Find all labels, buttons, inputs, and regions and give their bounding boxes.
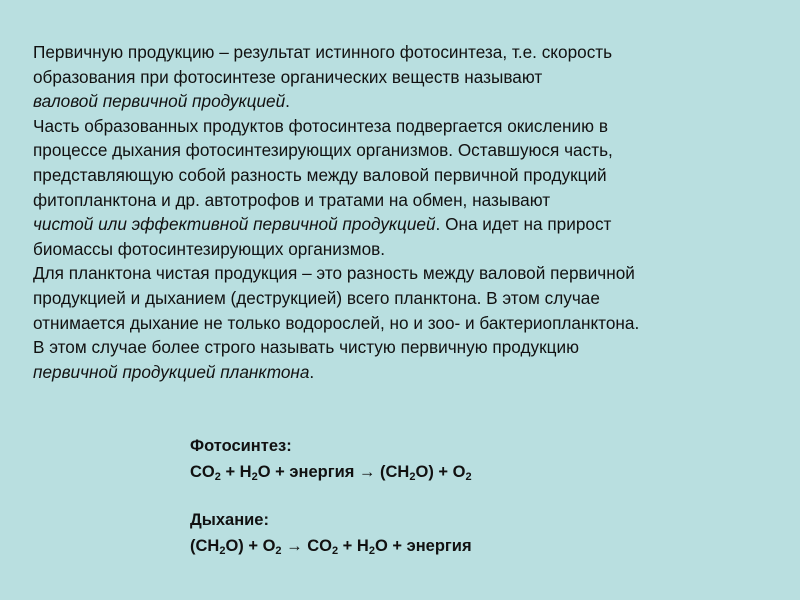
formula-subscript: 2 [409, 471, 416, 483]
formula-equation [190, 459, 472, 485]
formula-subscript: 2 [214, 471, 221, 483]
term-net-primary-production: чистой или эффективной первичной продукцией [33, 214, 436, 235]
main-text [33, 40, 773, 384]
term-gross-primary-production: валовой первичной продукцией [33, 91, 286, 112]
text-line: Для планктона чистая продукция – это разность между валовой первичной [33, 263, 635, 284]
text-line: процессе дыхания фотосинтезирующих организмов. Оставшуюся часть, [33, 140, 613, 161]
formula-part: O + энергия → (CH [257, 463, 410, 481]
formula-subscript: 2 [219, 545, 226, 557]
formula-subscript: 2 [251, 471, 258, 483]
formula-part: O) + O [225, 537, 276, 555]
text-line [33, 89, 773, 114]
formula-subscript: 2 [368, 545, 375, 557]
formula-title: Фотосинтез: [190, 437, 292, 455]
formula-title: Дыхание: [190, 511, 269, 529]
formula-subscript: 2 [331, 545, 339, 557]
text-fragment: . [285, 91, 290, 112]
text-line [33, 360, 773, 385]
formulas [190, 433, 472, 581]
text-line: Часть образованных продуктов фотосинтеза подвергается окислению в [33, 115, 608, 136]
formula-part: O) + O [415, 463, 466, 481]
formula-part: → CO [281, 537, 332, 555]
formula-part: (CH [190, 537, 220, 555]
photosynthesis-formula [190, 433, 472, 485]
text-line: В этом случае более строго называть чистую первичную продукцию [33, 337, 579, 358]
respiration-formula [190, 507, 472, 559]
term-plankton-primary-production: первичной продукцией планктона [33, 361, 310, 382]
text-line: отнимается дыхание не только водорослей, но и зоо- и бактериопланктона. [33, 312, 640, 333]
formula-part: CO [190, 463, 215, 481]
text-line: фитопланктона и др. автотрофов и тратами на обмен, называют [33, 189, 551, 210]
formula-part: + H [220, 463, 252, 481]
formula-subscript: 2 [275, 545, 282, 557]
text-line: Первичную продукцию – результат истинного фотосинтеза, т.е. скорость [33, 42, 613, 62]
formula-equation [190, 533, 472, 559]
text-line: образования при фотосинтезе органических веществ называют [33, 66, 543, 87]
text-line: биомассы фотосинтезирующих организмов. [33, 238, 386, 259]
text-line: представляющую собой разность между валовой первичной продукций [33, 164, 607, 185]
text-fragment: . [309, 361, 315, 382]
text-fragment: . Она идет на прирост [435, 214, 612, 235]
text-line [33, 212, 773, 237]
text-line: продукцией и дыханием (деструкцией) всего планктона. В этом случае [33, 287, 600, 308]
formula-part: + H [338, 537, 369, 555]
formula-subscript: 2 [465, 471, 472, 483]
formula-part: O + энергия [374, 537, 472, 555]
